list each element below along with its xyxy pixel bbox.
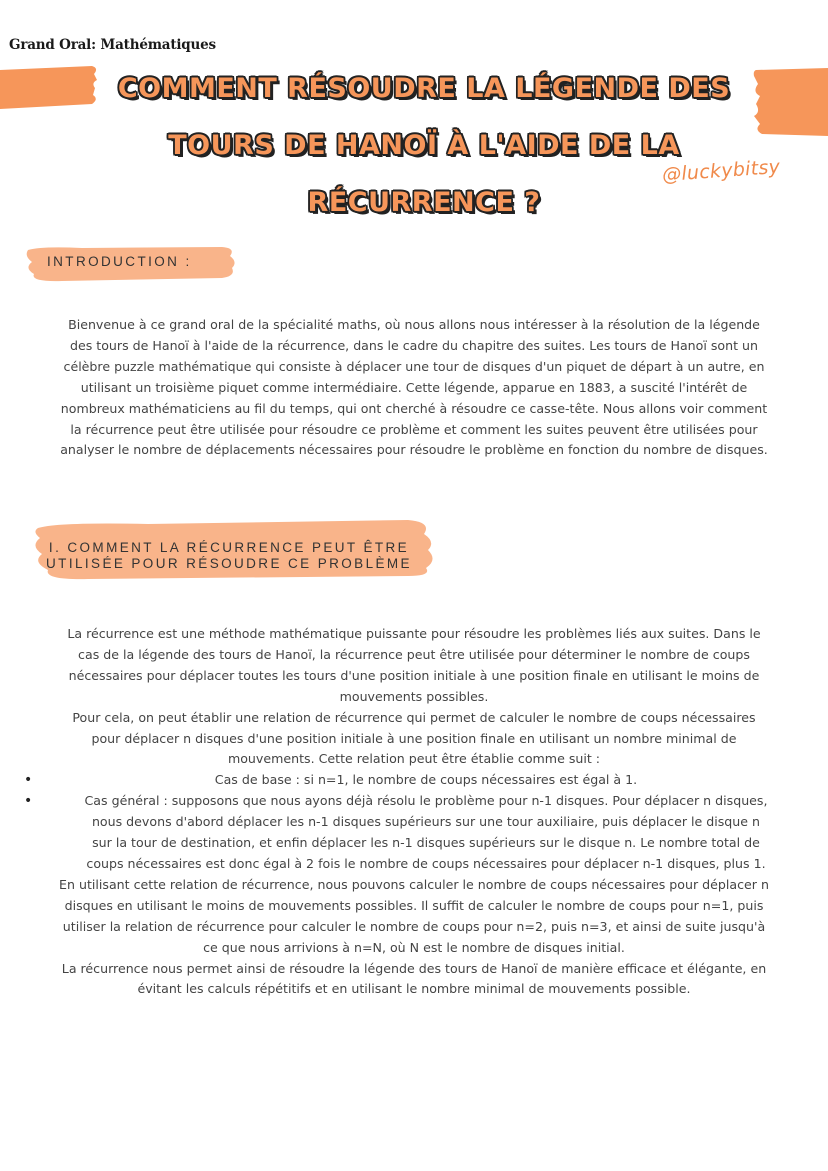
text-line: célèbre puzzle mathématique qui consiste à déplacer une tour de disques d'un piquet de départ à un autre, en xyxy=(63,358,765,374)
text-line: mouvements possibles. xyxy=(339,688,489,704)
bullet-item xyxy=(18,791,810,875)
title-line: RÉCURRENCE ? xyxy=(307,187,541,218)
text-line: La récurrence nous permet ainsi de résoudre la légende des tours de Hanoï de manière efficace et élégante, en xyxy=(61,960,767,976)
section1-heading xyxy=(42,540,416,572)
heading-line: UTILISÉE POUR RÉSOUDRE CE PROBLÈME xyxy=(46,556,412,571)
paragraph xyxy=(18,875,810,959)
bullet-text: Cas de base : si n=1, le nombre de coups nécessaires est égal à 1. xyxy=(214,772,638,788)
section1-body xyxy=(18,624,810,1000)
text-line: utilisant un troisième piquet comme intermédiaire. Cette légende, apparue en 1883, a suscité l'intérêt de xyxy=(80,379,748,395)
text-line: analyser le nombre de déplacements nécessaires pour résoudre le problème en fonction du nombre de disques. xyxy=(60,442,768,458)
subject-label: Grand Oral: Mathématiques xyxy=(9,37,216,53)
text-line: des tours de Hanoï à l'aide de la récurrence, dans le cadre du chapitre des suites. Les tours de Hanoï sont un xyxy=(69,337,759,353)
text-line: mouvements. Cette relation peut être établie comme suit : xyxy=(227,751,601,767)
text-line: disques en utilisant le moins de mouvements possibles. Il suffit de calculer le nombre de coups pour n=1, puis xyxy=(64,897,764,913)
paragraph xyxy=(18,959,810,1001)
text-line: La récurrence est une méthode mathématique puissante pour résoudre les problèmes liés aux suites. Dans le xyxy=(67,626,761,641)
bullet-item xyxy=(18,770,810,791)
brush-stroke-right xyxy=(748,66,828,138)
brush-stroke-left xyxy=(0,64,100,112)
text-line: ce que nous arrivions à n=N, où N est le nombre de disques initial. xyxy=(203,939,625,955)
intro-heading: INTRODUCTION : xyxy=(47,254,192,269)
text-line: En utilisant cette relation de récurrence, nous pouvons calculer le nombre de coups nécessaires pour déplacer n xyxy=(59,876,769,892)
paragraph xyxy=(18,624,810,708)
text-line: évitant les calculs répétitifs et en utilisant le nombre minimal de mouvements possible. xyxy=(137,981,691,997)
text-line: Bienvenue à ce grand oral de la spécialité maths, où nous allons nous intéresser à la résolution de la légende xyxy=(68,317,760,332)
intro-paragraph xyxy=(20,315,808,461)
text-line: pour déplacer n disques d'une position initiale à une position finale en utilisant un nombre minimal de xyxy=(91,730,737,746)
text-line: nombreux mathématiciens au fil du temps, qui ont cherché à résoudre ce casse-tête. Nous allons voir comment xyxy=(60,400,768,416)
text-line: nécessaires pour déplacer toutes les tours d'une position initiale à une position finale en utilisant le moins de xyxy=(68,667,760,683)
page-title xyxy=(100,60,748,231)
text-line: la récurrence peut être utilisée pour résoudre ce problème et comment les suites peuvent être utilisées pour xyxy=(70,421,758,437)
text-line: cas de la légende des tours de Hanoï, la récurrence peut être utilisée pour déterminer le nombre de coups xyxy=(78,646,750,662)
heading-line: I. COMMENT LA RÉCURRENCE PEUT ÊTRE xyxy=(48,540,410,555)
text-line: coups nécessaires est donc égal à 2 fois le nombre de coups nécessaires pour déplacer n-1 disques, plus 1. xyxy=(86,855,766,871)
text-line: • Cas général : supposons que nous ayons déjà résolu le problème pour n-1 disques. Pour déplacer n disques, xyxy=(84,793,768,809)
text-line: Pour cela, on peut établir une relation de récurrence qui permet de calculer le nombre de coups nécessaires xyxy=(72,709,756,725)
title-line: COMMENT RÉSOUDRE LA LÉGENDE DES xyxy=(117,73,731,104)
text-line: utiliser la relation de récurrence pour calculer le nombre de coups pour n=2, puis n=3, et ainsi de suite jusqu'à xyxy=(62,918,766,934)
title-line: TOURS DE HANOÏ À L'AIDE DE LA xyxy=(168,130,680,161)
author-handle: @luckybitsy xyxy=(661,155,781,187)
text-line: sur la tour de destination, et enfin déplacer les n-1 disques supérieurs sur le disque n. Le nombre total de xyxy=(92,835,760,851)
paragraph xyxy=(18,708,810,771)
text-line: nous devons d'abord déplacer les n-1 disques supérieurs sur une tour auxiliaire, puis déplacer le disque n xyxy=(91,814,761,830)
bullet-list xyxy=(18,770,810,875)
